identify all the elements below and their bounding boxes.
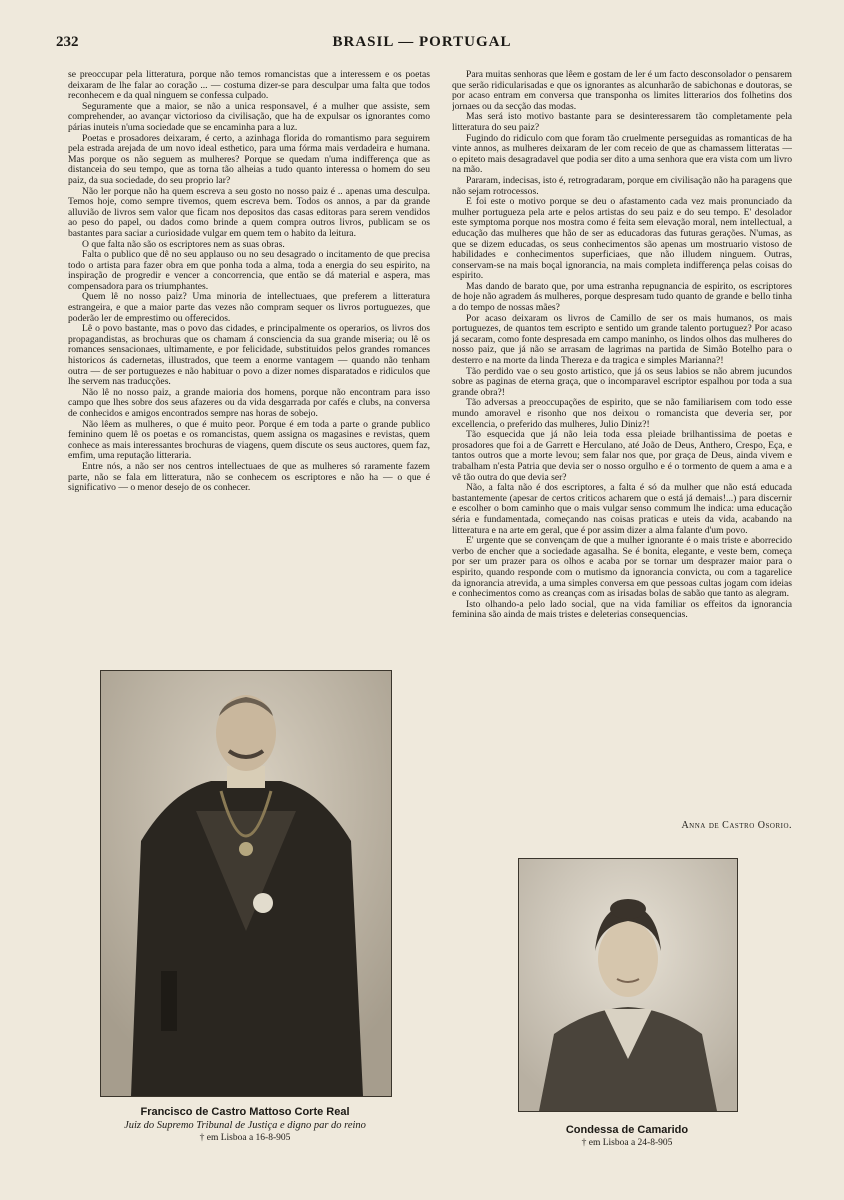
paragraph: Entre nós, a não ser nos centros intellectuaes de que as mulheres só raramente fazem parte, não se fala em litteratura, não se conhecem os escriptores e não ha — o que é significativo — o menor desejo de os conhecer. [68, 460, 430, 494]
paragraph: Quem lê no nosso paiz? Uma minoria de intellectuaes, que preferem a litteratura estrangeira, e que a maior parte das vezes não compram sequer os livros portuguezes, que poderão ler de emprestimo ou offerecidos. [68, 291, 430, 324]
paragraph: Pararam, indecisas, isto é, retrogradaram, porque em civilisação não ha paragens que não sejam rotrocessos. [452, 174, 792, 197]
portrait-woman-illustration [519, 859, 737, 1111]
paragraph: Não lê no nosso paiz, a grande maioria dos homens, porque não encontram para isso campo que lhes sobre dos seus afazeres ou da vida desgarrada por cafés e clubs, na conversa de conhecidos e amigos encontrados sempre nas horas de sobejo. [68, 386, 430, 419]
author-signature: Anna de Castro Osorio. [681, 820, 792, 831]
paragraph: Poetas e prosadores deixaram, é certo, a azinhaga florida do romantismo para seguirem pela estrada arejada de um novo ideal esthetico, para uma fórma mais verdadeira e humana. Mas porque os não seguem as mulheres? Porque se quedam n'uma indifferença que as distanceia do seu tempo, que as torna tão alheias a tudo quanto interessa o homem do seu paiz, da sua sociedade, do seu proprio lar? [68, 132, 430, 186]
paragraph: Falta o publico que dê no seu applauso ou no seu desagrado o incitamento de que precisa todo o artista para fazer obra em que ponha toda a alma, toda a energia do seu espirito, na inspiração de progredir e vencer a concorrencia, que então se dá material e aspera, mas compensadora para os triumphantes. [68, 249, 430, 292]
paragraph: E' urgente que se convençam de que a mulher ignorante é o mais triste e aborrecido verbo de encher que a sociedade agasalha. Se é bonita, elegante, e veste bem, começa por ser um prazer para os olhos e acaba por se tornar um desprazer maior para o espirito, quando responde com o mutismo da ignorancia convicta, ou com a tagarelice da ignorancia atrevida, a uma simples conversa em que pessoas cultas jogam com ideias e conhecimentos como as creanças com as irisadas bolas de sabão que tanto as alegram. [452, 535, 792, 600]
article-column-right [452, 70, 792, 810]
caption-death-date: † em Lisboa a 24-8-905 [581, 1138, 673, 1148]
caption-name: Condessa de Camarido [565, 1124, 689, 1136]
paragraph: Tão perdido vae o seu gosto artistico, que já os seus labios se não abrem jucundos sobre as paginas de eterna graça, que o incomparavel escriptor espalhou por toda a sua grande obra?! [452, 365, 792, 398]
paragraph: Não ler porque não ha quem escreva a seu gosto no nosso paiz é .. apenas uma desculpa. Temos hoje, como sempre tivemos, quem escreva bem. Todos os annos, a par da grande alluvião de livros sem valor que ficam nos depositos das casas editoras para serem vendidos ao peso do papel, ou dados como brinde a quem compra outros livros, publicam se os bastantes para saciar a curiosidade vulgar em quem tem o habito da leitura. [68, 185, 430, 239]
paragraph: Por acaso deixaram os livros de Camillo de ser os mais humanos, os mais portuguezes, de quantos tem escripto e sentido um grande talento portuguez? Por acaso já secaram, como fonte despresada em campo maninho, os lindos olhos das mulheres do nosso paiz, que já não se arrasam de lagrimas na partida de Simão Botelho para o desterro e na morte da linda Thereza e da tragica e simples Marianna?! [452, 312, 792, 367]
paragraph: Seguramente que a maior, se não a unica responsavel, é a mulher que assiste, sem comprehender, ao avançar victorioso da civilisação, que ha de expulsar os ignorantes como párias inuteis n'uma sociedade que se encaminha para a luz. [68, 100, 430, 133]
paragraph: se preoccupar pela litteratura, porque não temos romancistas que a interessem e os poetas deixaram de lhe falar ao coração ... — costuma dizer-se para desculpar uma falta que todos reconhecem e da qual ninguem se confessa culpado. [68, 70, 430, 102]
running-title: BRASIL — PORTUGAL [332, 34, 512, 50]
caption-death-date: † em Lisboa a 16-8-905 [199, 1133, 291, 1143]
paragraph: O que falta não são os escriptores nem as suas obras. [82, 238, 285, 250]
paragraph: Não, a falta não é dos escriptores, a falta é só da mulher que não está educada bastantemente (apesar de certos criticos acharem que o está já demais!...) para discernir e escolher o bom caminho que o mais vulgar senso commum lhe indica: uma educação séria e fundamentada, começando nas coisas praticas e uteis da vida, acabando na litteratura e na arte em geral, que é por assim dizer a alma falante d'um povo. [452, 482, 792, 536]
paragraph: Isto olhando-a pelo lado social, que na vida familiar os effeitos da ignorancia feminina são ainda de mais tristes e deleterias consequencias. [452, 598, 792, 621]
portrait-photo-left [100, 670, 392, 1097]
paragraph: Mas será isto motivo bastante para se desinteressarem tão completamente pela litteratura do seu paiz? [452, 111, 792, 133]
caption-left [70, 1106, 420, 1143]
paragraph: Mas dando de barato que, por uma estranha repugnancia de espirito, os escriptores de hoje não agradem ás mulheres, porque despresam tudo quanto de grande e bello tinha a do tempo de nossas mães? [452, 280, 792, 314]
paragraph: Fugindo do ridiculo com que foram tão cruelmente perseguidas as romanticas de ha vinte annos, as mulheres deixaram de ler com receio de que as chamassem litteratas — o epiteto mais desagradavel que podia ser dito a uma senhora que era vista com um livro na mão. [452, 132, 792, 176]
paragraph: Não lêem as mulheres, o que é muito peor. Porque é em toda a parte o grande publico feminino quem lê os poetas e os romancistas, quem assigna os magasines e revistas, quem conhece as mais interessantes brochuras de viagens, quem discute os seus auctores, quem faz, emfim, uma reputação litteraria. [68, 418, 430, 462]
paragraph: Tão esquecida que já não leia toda essa pleiade brilhantissima de poetas e prosadores que foi a de Garrett e Herculano, até João de Deus, Anthero, Crespo, Eça, e tantos outros que a morte levou; sem falar nos que, por graça de Deus, ainda vivem e trabalham n'esta Patria que devia ser o nosso orgulho e é o tormento de quem a ama e a vê tão outra do que devia ser? [452, 429, 792, 483]
page-number: 232 [56, 34, 79, 50]
caption-right [478, 1124, 776, 1148]
caption-name: Francisco de Castro Mattoso Corte Real [140, 1106, 350, 1118]
paragraph: Para muitas senhoras que lêem e gostam de ler é um facto desconsolador o pensarem que serão ridicularisadas e que os ignorantes as alcunharão de sabichonas e doutoras, se por acaso entram em conversa que transponha os limites litterarios dos folhetins dos jornaes ou da secção das modas. [452, 70, 792, 112]
portrait-man-illustration [101, 671, 391, 1096]
page-header [56, 34, 788, 56]
paragraph: Tão adversas a preoccupações de espirito, que se não familiarisem com todo esse mundo amoravel e risonho que nos deixou o romancista que deveria ser, por excellencia, o preferido das mulheres, Julio Diniz?! [452, 397, 792, 430]
portrait-photo-right [518, 858, 738, 1112]
paragraph: E foi este o motivo porque se deu o afastamento cada vez mais pronunciado da mulher portugueza pela arte e pelos artistas do seu paiz e do seu tempo. E' desolador este symptoma porque nos mostra como é feita sem elevação moral, nem intellectual, a educação das mulheres que hão de ser as educadoras das futuras gerações. N'umas, as que se dizem educadas, os seus conhecimentos são apenas um mostruario vistoso de habilidades e conhecimentos superficiaes, que não illudem ninguem. Outras, conservam-se na mais boçal ignorancia, na mais completa indifferença pelas coisas do espirito. [452, 196, 792, 282]
paragraph: Lê o povo bastante, mas o povo das cidades, e principalmente os operarios, os livros dos propagandistas, as brochuras que os chamam á consciencia da sua grande miseria; ou lê os romances sensacionaes, ultimamente, e por felicidade, substituidos pelos grandes romances historicos ás cadernetas, illustrados, que teem a enorme vantagem — quando não tenham outra — de ser portuguezes e não habituar o povo a dizer nomes disparatados e ridiculos que lhe servem nas traducções. [68, 323, 430, 388]
article-column-left [68, 70, 430, 665]
caption-subtitle: Juiz do Supremo Tribunal de Justiça e digno par do reino [124, 1120, 366, 1131]
